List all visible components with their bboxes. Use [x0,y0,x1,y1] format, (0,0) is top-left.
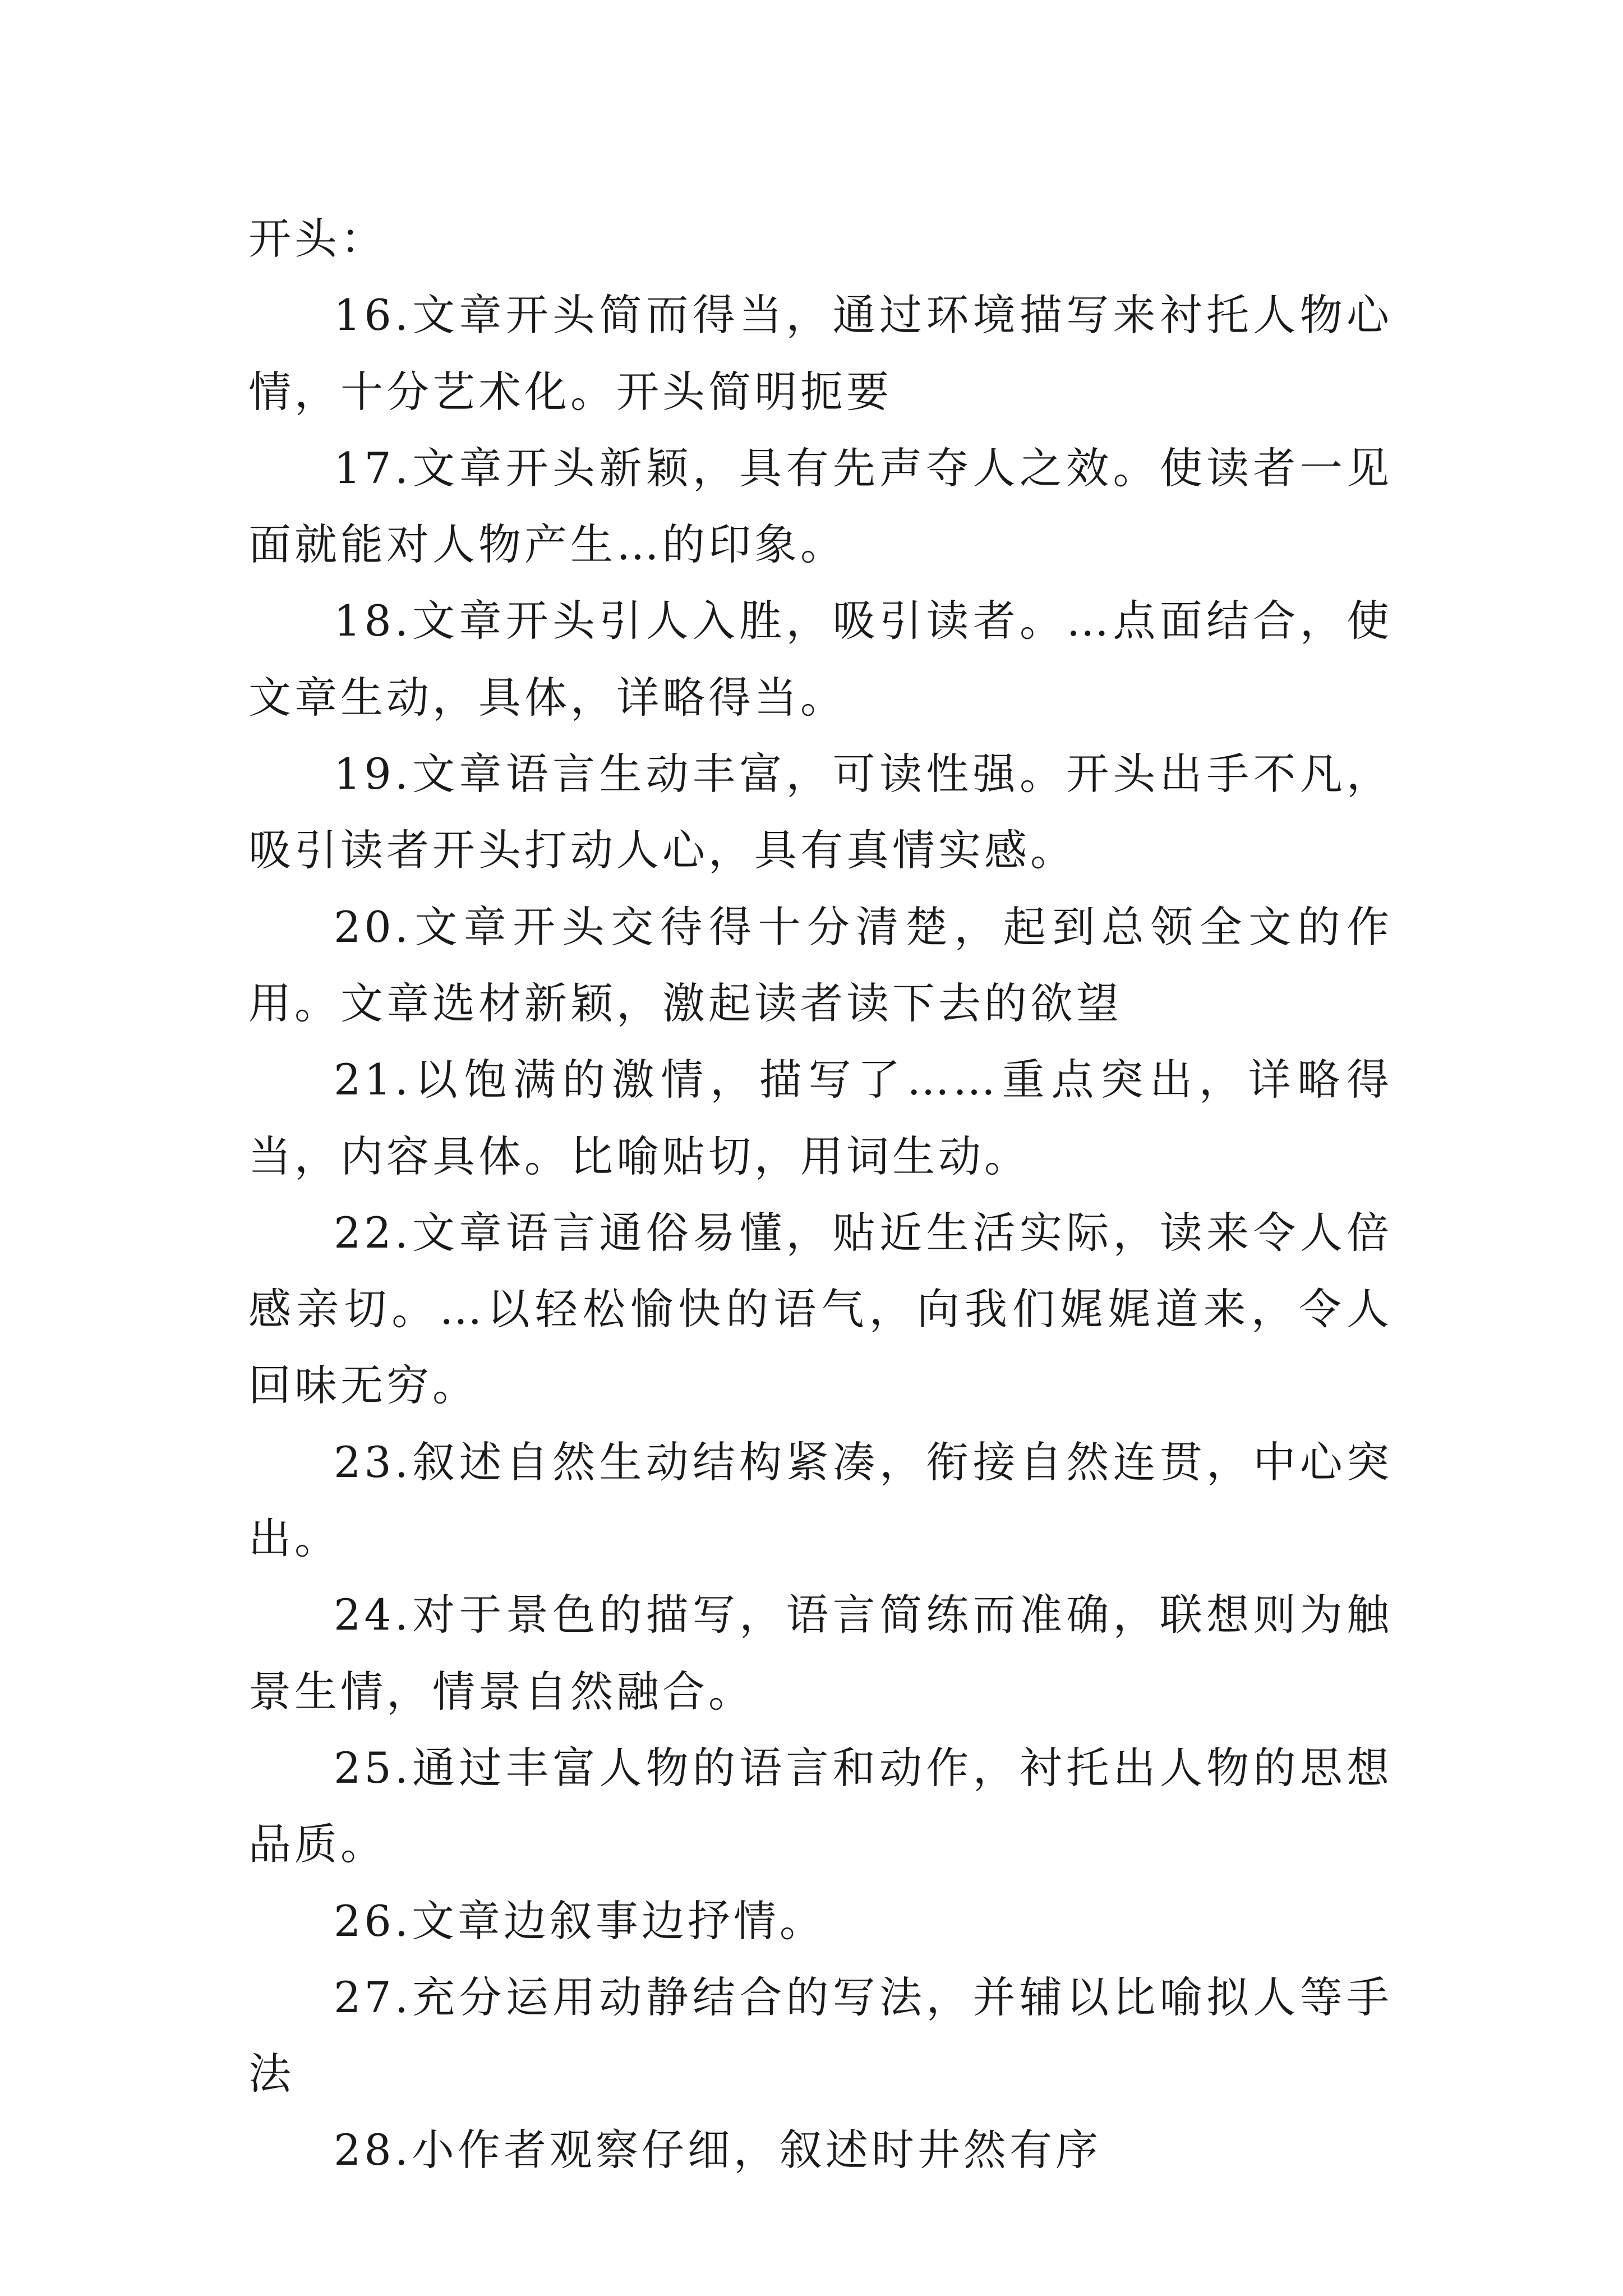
list-item-19: 19.文章语言生动丰富，可读性强。开头出手不凡，吸引读者开头打动人心，具有真情实感。 [248,749,1393,876]
section-heading: 开头： [248,214,386,264]
list-item-22: 22.文章语言通俗易懂，贴近生活实际，读来令人倍感亲切。…以轻松愉快的语气，向我们娓娓道来，令人回味无穷。 [248,1207,1393,1411]
list-item-16: 16.文章开头简而得当，通过环境描写来衬托人物心情，十分艺术化。开头简明扼要 [248,290,1393,417]
document-body [248,201,1393,2189]
list-item-23: 23.叙述自然生动结构紧凑，衔接自然连贯，中心突出。 [248,1437,1393,1564]
list-item-21: 21.以饱满的激情，描写了……重点突出，详略得当，内容具体。比喻贴切，用词生动。 [248,1055,1393,1181]
list-item-20: 20.文章开头交待得十分清楚，起到总领全文的作用。文章选材新颖，激起读者读下去的欲望 [248,901,1393,1028]
list-item-26: 26.文章边叙事边抒情。 [334,1895,826,1946]
list-item-24: 24.对于景色的描写，语言简练而准确，联想则为触景生情，情景自然融合。 [248,1590,1393,1717]
list-item-28: 28.小作者观察仔细，叙述时井然有序 [334,2125,1101,2175]
list-item-18: 18.文章开头引人入胜，吸引读者。…点面结合，使文章生动，具体，详略得当。 [248,596,1393,723]
list-item-25: 25.通过丰富人物的语言和动作，衬托出人物的思想品质。 [248,1742,1393,1870]
list-item-17: 17.文章开头新颖，具有先声夺人之效。使读者一见面就能对人物产生…的印象。 [248,443,1393,570]
list-item-27: 27.充分运用动静结合的写法，并辅以比喻拟人等手法 [248,1972,1393,2099]
